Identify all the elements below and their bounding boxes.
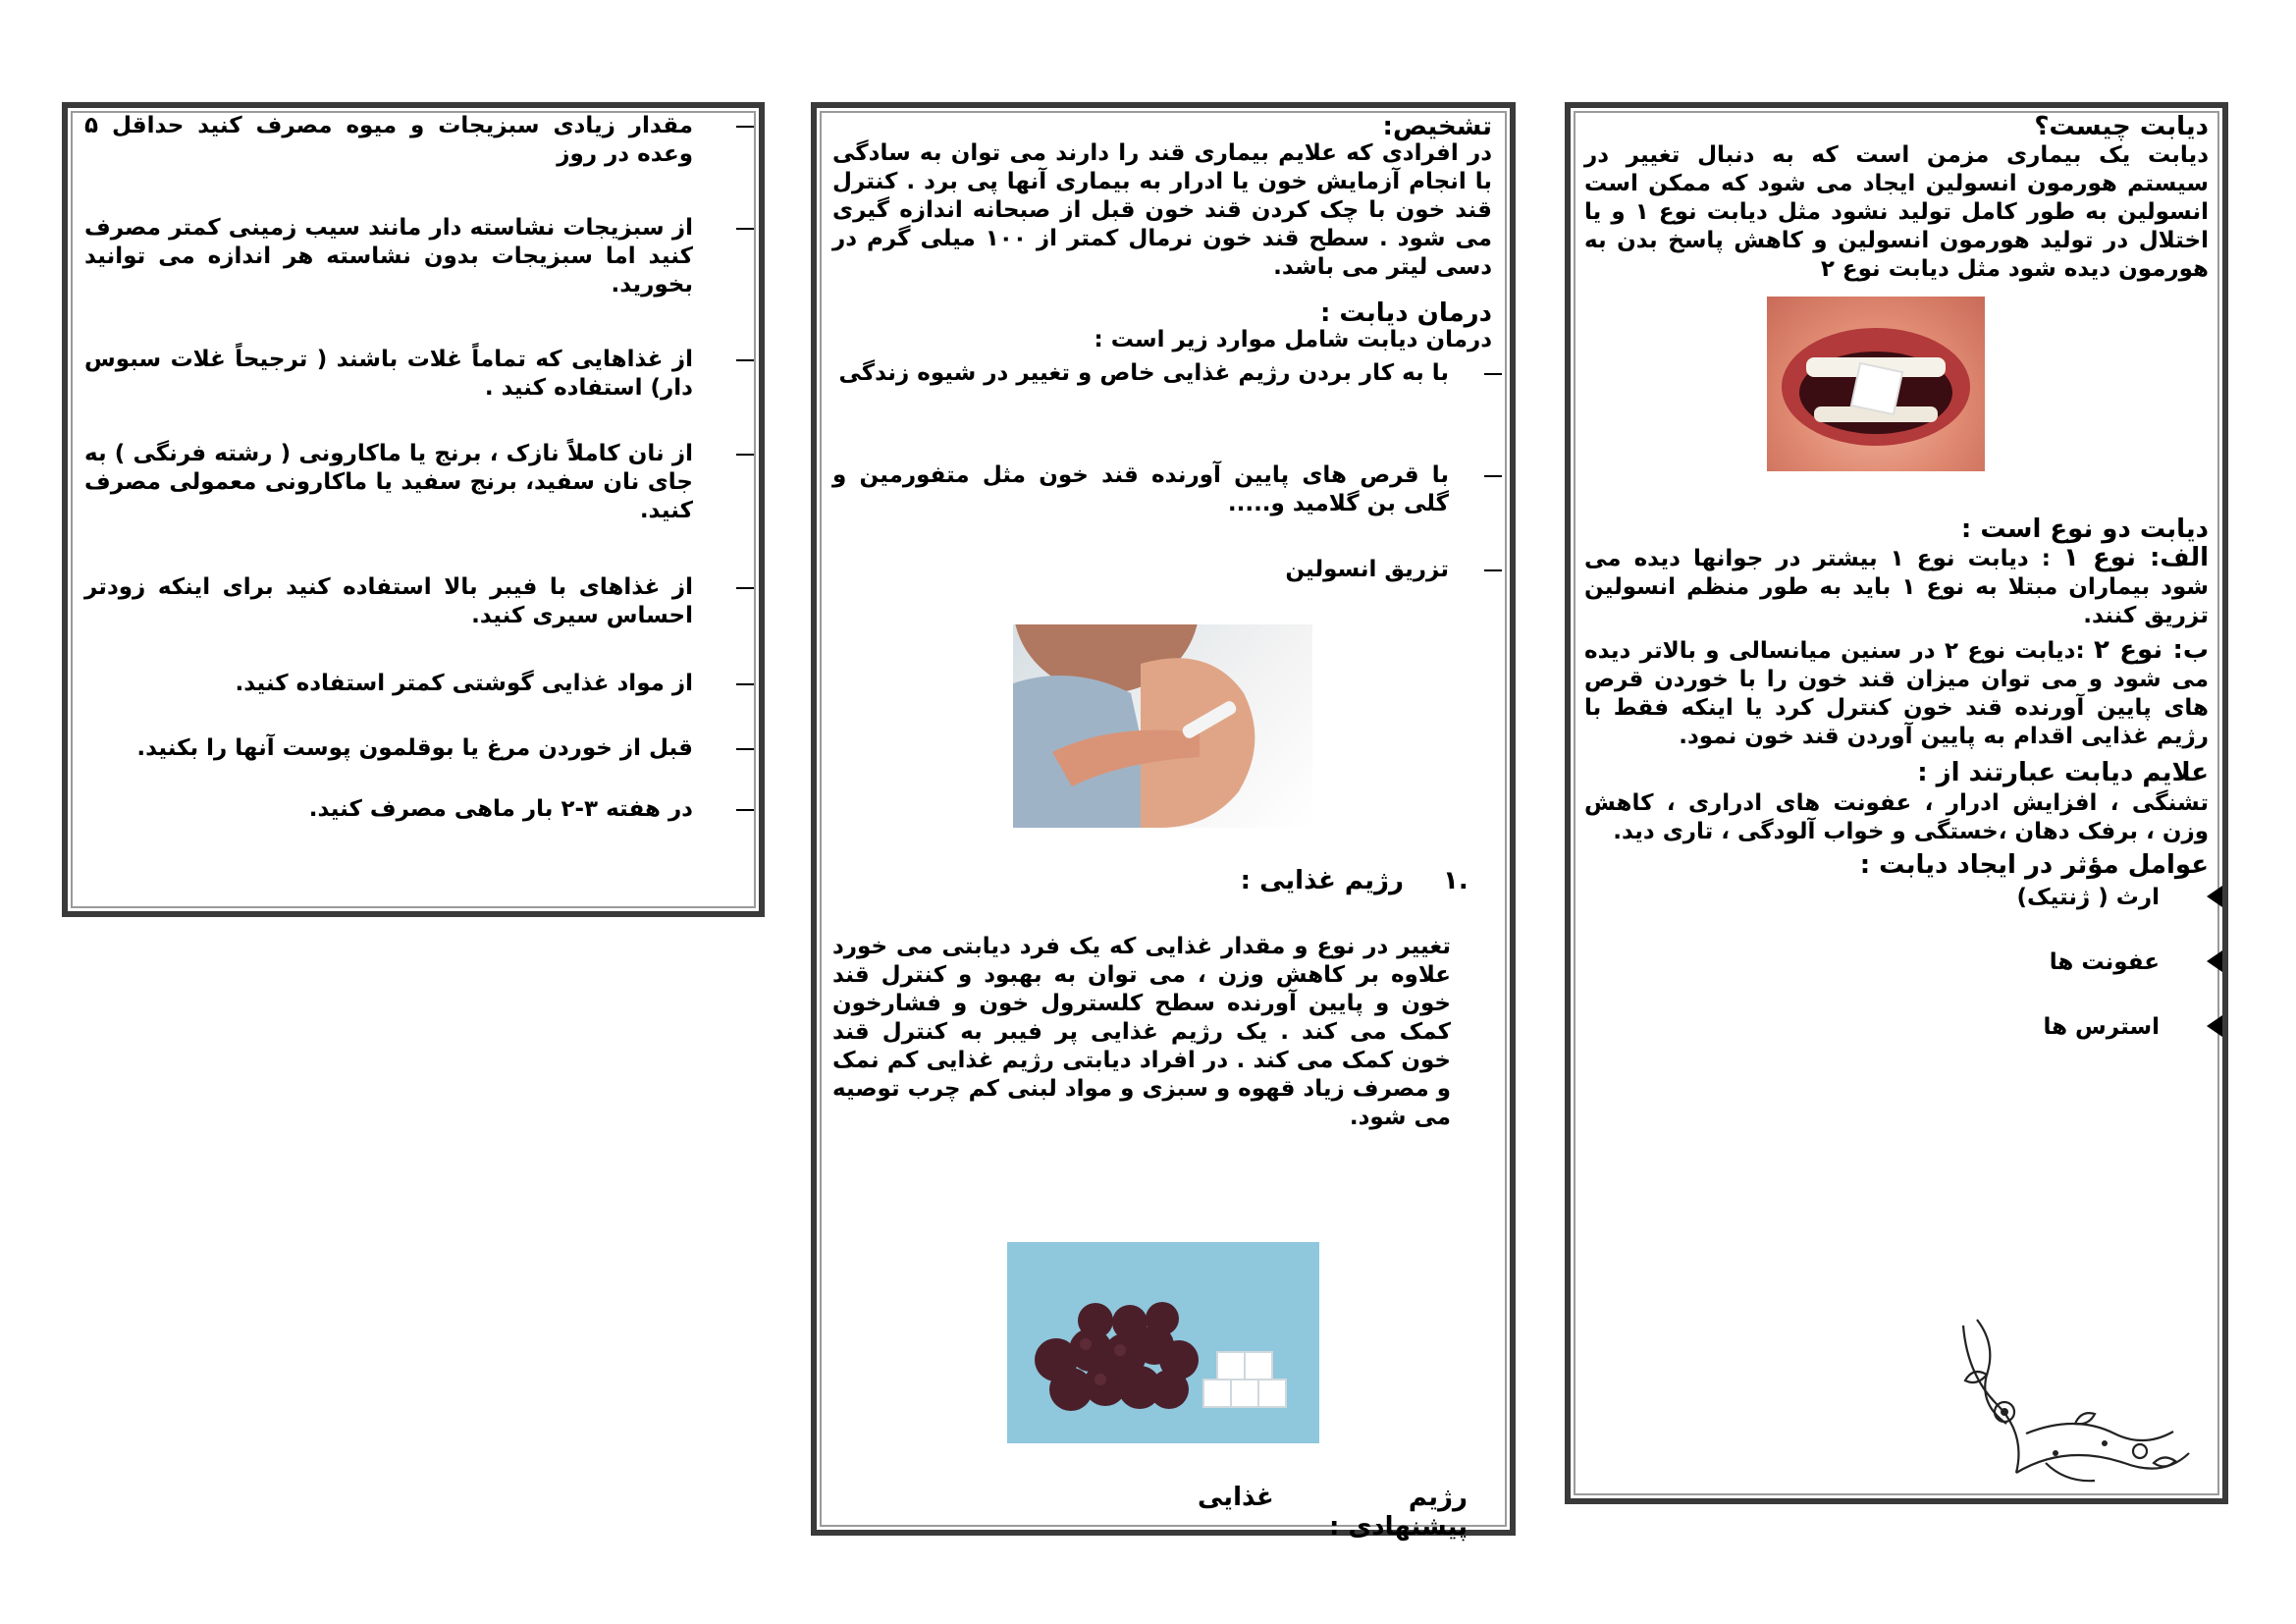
bullet-dash <box>736 228 754 230</box>
treatment-item: با به کار بردن رژیم غذایی خاص و تغییر در شیوه زندگی <box>838 360 1449 386</box>
diet-heading: رژیم غذایی : <box>1240 866 1404 895</box>
diagnosis-heading: تشخیص: <box>1382 112 1492 141</box>
bullet-dash <box>1484 475 1502 477</box>
factor-item: ارث ( ژنتیک) <box>2016 885 2160 910</box>
treatment-intro: درمان دیابت شامل موارد زیر است : <box>1094 327 1492 352</box>
symptoms-text: تشنگی ، افزایش ادرار ، عفونت های ادراری ، کاهش وزن ، برفک دهان ،خستگی و خواب آلودگی ، تاری دید. <box>1584 790 2209 844</box>
diet-number: ۱. <box>1443 866 1468 895</box>
type2-label: ب: نوع ۲ <box>2094 635 2210 665</box>
bullet-dash <box>736 359 754 361</box>
diet-tip: قبل از خوردن مرغ یا بوقلمون پوست آنها را بکنید. <box>136 735 693 761</box>
type2-paragraph <box>1584 636 2209 751</box>
types-heading: دیابت دو نوع است : <box>1960 514 2209 544</box>
factor-item: عفونت ها <box>2049 949 2160 975</box>
bullet-dash <box>736 126 754 128</box>
diet-tip: مقدار زیادی سبزیجات و میوه مصرف کنید حداقل ۵ وعده در روز <box>84 113 693 167</box>
mouth-sugar-photo <box>1767 297 1985 471</box>
bullet-dash <box>736 748 754 750</box>
bullet-arrow-icon <box>2207 950 2222 972</box>
bullet-arrow-icon <box>2207 886 2222 907</box>
type1-text: : دیابت نوع ۱ بیشتر در جوانها دیده می شود بیماران مبتلا به نوع ۱ باید به طور منظم انسولین تزریق کنند. <box>1584 546 2209 628</box>
treatment-heading: درمان دیابت : <box>1319 298 1492 328</box>
symptoms-heading: علایم دیابت عبارتند از : <box>1917 758 2209 787</box>
factors-heading: عوامل مؤثر در ایجاد دیابت : <box>1859 850 2209 880</box>
suggested-diet-heading: رژیم غذایی پیشنهادی : <box>1198 1483 1468 1542</box>
factor-item: استرس ها <box>2043 1014 2160 1040</box>
what-is-diabetes-heading: دیابت چیست؟ <box>2034 112 2209 141</box>
floral-ornament-icon <box>1957 1316 2193 1489</box>
bullet-dash <box>736 809 754 811</box>
diet-text: تغییر در نوع و مقدار غذایی که یک فرد دیابتی می خورد علاوه بر کاهش وزن ، می توان به بهبود و کنترل قند خون و پایین آورنده سطح کلسترول خون و فشارخون کمک می کند . یک رژیم غذایی پر فیبر به کنترل قند خون کمک می کند . در افراد دیابتی رژیم غذایی کم نمک و مصرف زیاد قهوه و سبزی و مواد لبنی کم چرب توصیه می شود. <box>832 934 1451 1130</box>
insulin-injection-photo <box>1013 624 1312 828</box>
diet-tip: از غذاهایی که تماماً غلات باشند ( ترجیحاً غلات سبوس دار) استفاده کنید . <box>84 347 693 401</box>
bullet-dash <box>736 587 754 589</box>
bullet-arrow-icon <box>2207 1015 2222 1037</box>
bullet-dash <box>1484 373 1502 375</box>
type2-text: :دیابت نوع ۲ در سنین میانسالی و بالاتر دیده می شود و می توان میزان قند خون را با خوردن قرص های پایین آورنده قند خون کنترل کرد یا اینکه فقط با رژیم غذایی اقدام به پایین آوردن قند خون نمود. <box>1584 638 2209 749</box>
grapes-sugar-photo <box>1007 1242 1319 1443</box>
diet-tip: از مواد غذایی گوشتی کمتر استفاده کنید. <box>235 671 693 696</box>
bullet-dash <box>736 683 754 685</box>
what-is-diabetes-text: دیابت یک بیماری مزمن است که به دنبال تغییر در سیستم هورمون انسولین ایجاد می شود که ممکن است انسولین به طور کامل تولید نشود مثل دیابت نوع ۱ و یا اختلال در تولید هورمون انسولین و کاهش پاسخ بدن به هورمون دیده شود مثل دیابت نوع ۲ <box>1584 142 2209 282</box>
type1-paragraph <box>1584 544 2209 630</box>
treatment-item: تزریق انسولین <box>1285 557 1449 582</box>
treatment-item: با قرص های پایین آورنده قند خون مثل متفورمین و گلی بن گلامید و..... <box>832 462 1449 516</box>
type1-label: الف: نوع ۱ <box>2063 543 2209 572</box>
diet-tip: از غذاهای با فیبر بالا استفاده کنید برای اینکه زودتر احساس سیری کنید. <box>84 574 693 628</box>
diagnosis-text: در افرادی که علایم بیماری قند را دارند می توان به سادگی با انجام آزمایش خون یا ادرار به بیماری آنها پی برد . کنترل قند خون با چک کردن قند خون قبل از صبحانه اندازه گیری می شود . سطح قند خون نرمال کمتر از ۱۰۰ میلی گرم در دسی لیتر می باشد. <box>832 140 1492 280</box>
diet-tip: در هفته ۳-۲ بار ماهی مصرف کنید. <box>308 796 693 822</box>
diet-tip: از نان کاملاً نازک ، برنج یا ماکارونی ( رشته فرنگی ) به جای نان سفید، برنج سفید یا ماکارونی معمولی مصرف کنید. <box>84 441 693 523</box>
bullet-dash <box>736 454 754 456</box>
diet-tip: از سبزیجات نشاسته دار مانند سیب زمینی کمتر مصرف کنید اما سبزیجات بدون نشاسته هر اندازه می توانید بخورید. <box>84 215 693 298</box>
bullet-dash <box>1484 569 1502 571</box>
